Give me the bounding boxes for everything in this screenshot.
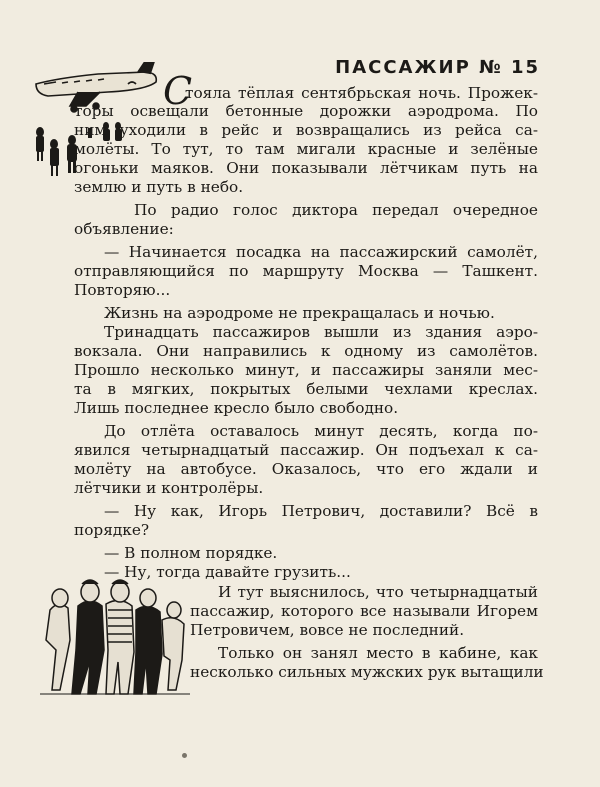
text-line: явился четырнадцатый пассажир. Он подъехал к са- — [74, 441, 538, 459]
text-line: порядке? — [74, 521, 150, 539]
text-line: отправляющийся по маршруту Москва — Ташкент. — [74, 262, 538, 280]
text-line: торы освещали бетонные дорожки аэродрома. По — [74, 102, 538, 120]
text-line: молёты. То тут, то там мигали красные и зелёные — [74, 140, 538, 158]
text-line: огоньки маяков. Они показывали лётчикам путь на — [74, 159, 538, 177]
text-line: Петровичем, вовсе не последний. — [190, 621, 465, 639]
text-line: И тут выяснилось, что четырнадцатый — [218, 583, 538, 601]
text-line: пассажир, которого все называли Игорем — [190, 602, 538, 620]
text-line: Повторяю... — [74, 281, 171, 299]
text-line: Только он занял место в кабине, как — [218, 644, 538, 662]
text-line: молёту на автобусе. Оказалось, что его ждали и — [74, 460, 538, 478]
text-line: тояла тёплая сентябрьская ночь. Прожек- — [185, 84, 538, 102]
page-mark — [182, 753, 187, 758]
text-line: объявление: — [74, 220, 174, 238]
chapter-title: ПАССАЖИР № 15 — [335, 57, 540, 78]
text-line: Прошло несколько минут, и пассажиры заняли мес- — [74, 361, 538, 379]
text-line: Лишь последнее кресло было свободно. — [74, 399, 399, 417]
text-line: ним уходили в рейс и возвращались из рейса са- — [74, 121, 538, 139]
text-line: лётчики и контролёры. — [74, 479, 264, 497]
text-line: — Ну, тогда давайте грузить... — [104, 563, 351, 581]
text-line: По радио голос диктора передал очередное — [134, 201, 538, 219]
text-line: Тринадцать пассажиров вышли из здания аэро- — [104, 323, 538, 341]
text-line: — Начинается посадка на пассажирский самолёт, — [104, 243, 538, 261]
text-line: — В полном порядке. — [104, 544, 278, 562]
text-line: — Ну как, Игорь Петрович, доставили? Всё в — [104, 502, 538, 520]
drop-cap-letter: С — [163, 69, 193, 113]
text-line: несколько сильных мужских рук вытащили — [190, 663, 544, 681]
text-line: та в мягких, покрытых белыми чехлами креслах. — [74, 380, 538, 398]
story-text — [0, 69, 600, 681]
text-line: вокзала. Они направились к одному из самолётов. — [74, 342, 538, 360]
text-line: Жизнь на аэродроме не прекращалась и ночью. — [104, 304, 495, 322]
text-line: землю и путь в небо. — [74, 178, 244, 196]
text-line: До отлёта оставалось минут десять, когда по- — [104, 422, 538, 440]
